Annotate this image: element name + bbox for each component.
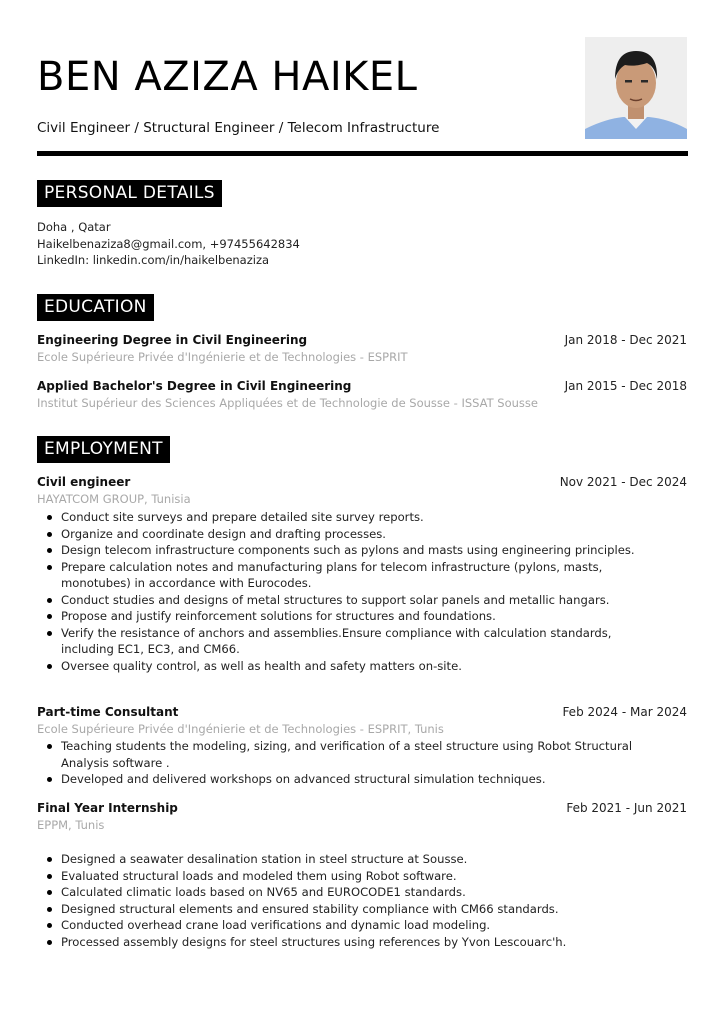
header-divider [37, 151, 688, 156]
bullet-item: Conducted overhead crane load verifications and dynamic load modeling. [44, 917, 664, 934]
bullet-item: Verify the resistance of anchors and assemblies.Ensure compliance with calculation standards, including EC1, EC3, and CM66. [44, 625, 664, 658]
bullet-item: Calculated climatic loads based on NV65 and EUROCODE1 standards. [44, 884, 664, 901]
personal-details-heading: PERSONAL DETAILS [37, 180, 222, 207]
employment-heading: EMPLOYMENT [37, 436, 170, 463]
candidate-name: BEN AZIZA HAIKEL [37, 54, 418, 100]
bullet-item: Organize and coordinate design and drafting processes. [44, 526, 664, 543]
location-text: Doha , Qatar [37, 220, 111, 234]
bullet-item: Teaching students the modeling, sizing, and verification of a steel structure using Robot Structural Analysis software . [44, 738, 664, 771]
bullet-item: Propose and justify reinforcement solutions for structures and foundations. [44, 608, 664, 625]
bullet-item: Evaluated structural loads and modeled them using Robot software. [44, 868, 664, 885]
job-bullets [44, 738, 664, 788]
bullet-item: Processed assembly designs for steel structures using references by Yvon Lescouarc'h. [44, 934, 664, 951]
bullet-item: Conduct studies and designs of metal structures to support solar panels and metallic hangars. [44, 592, 664, 609]
education-title: Engineering Degree in Civil Engineering [37, 333, 308, 347]
bullet-item: Design telecom infrastructure components such as pylons and masts using engineering principles. [44, 542, 664, 559]
job-title: Final Year Internship [37, 801, 178, 815]
job-title: Part-time Consultant [37, 705, 179, 719]
job-title: Civil engineer [37, 475, 131, 489]
job-bullets [44, 851, 664, 950]
job-company: HAYATCOM GROUP, Tunisia [37, 492, 191, 506]
education-date: Jan 2015 - Dec 2018 [564, 379, 687, 393]
job-date: Feb 2021 - Jun 2021 [566, 801, 687, 815]
education-school: Institut Supérieur des Sciences Appliquées et de Technologie de Sousse - ISSAT Sousse [37, 396, 538, 410]
education-heading: EDUCATION [37, 294, 154, 321]
bullet-item: Designed structural elements and ensured stability compliance with CM66 standards. [44, 901, 664, 918]
job-bullets [44, 509, 664, 674]
education-date: Jan 2018 - Dec 2021 [564, 333, 687, 347]
bullet-item: Prepare calculation notes and manufacturing plans for telecom infrastructure (pylons, masts, monotubes) in accordance with Eurocodes. [44, 559, 664, 592]
job-company: EPPM, Tunis [37, 818, 105, 832]
portrait-image [585, 37, 687, 139]
job-date: Nov 2021 - Dec 2024 [559, 475, 687, 489]
contact-text: Haikelbenaziza8@gmail.com, +97455642834 [37, 237, 300, 251]
bullet-item: Developed and delivered workshops on advanced structural simulation techniques. [44, 771, 664, 788]
bullet-item: Oversee quality control, as well as health and safety matters on-site. [44, 658, 664, 675]
job-date: Feb 2024 - Mar 2024 [562, 705, 687, 719]
bullet-item: Designed a seawater desalination station in steel structure at Sousse. [44, 851, 664, 868]
job-company: Ecole Supérieure Privée d'Ingénierie et de Technologies - ESPRIT, Tunis [37, 722, 444, 736]
bullet-item: Conduct site surveys and prepare detailed site survey reports. [44, 509, 664, 526]
job-title-line: Civil Engineer / Structural Engineer / Telecom Infrastructure [37, 120, 440, 136]
education-title: Applied Bachelor's Degree in Civil Engineering [37, 379, 352, 393]
profile-photo [585, 37, 687, 139]
linkedin-text: LinkedIn: linkedin.com/in/haikelbenaziza [37, 253, 270, 267]
education-school: Ecole Supérieure Privée d'Ingénierie et de Technologies - ESPRIT [37, 350, 408, 364]
